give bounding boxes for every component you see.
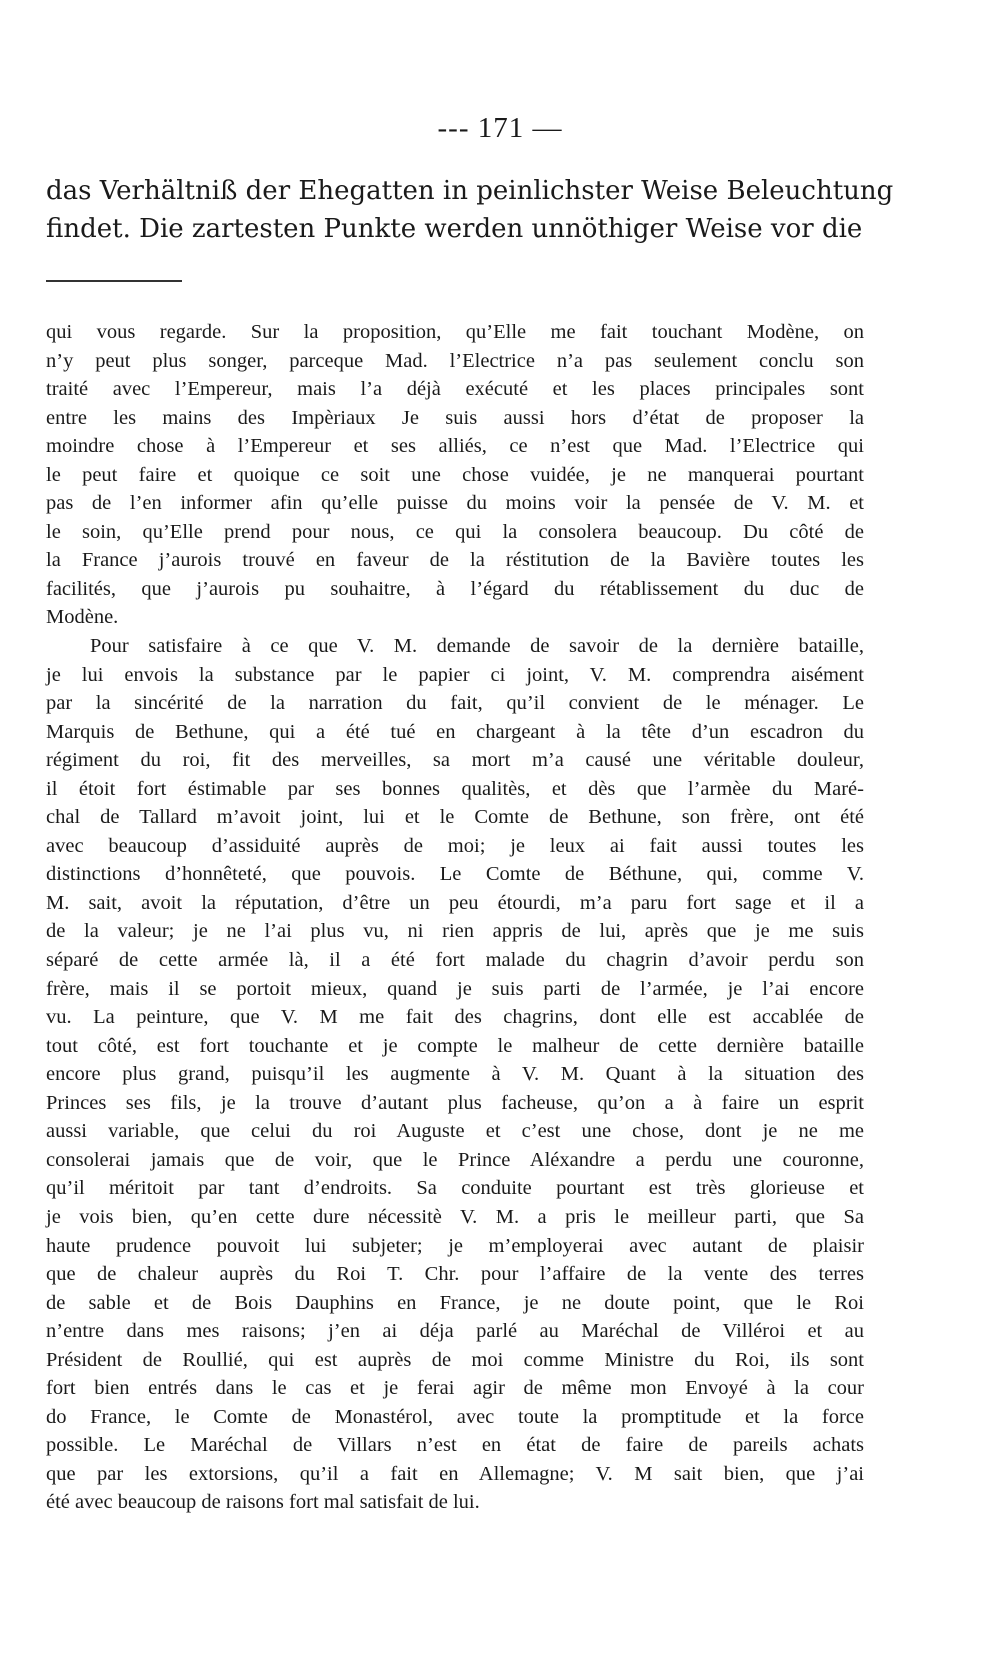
text-line: chal de Tallard m’avoit joint, lui et le Comte de Bethune, son frère, ont été	[46, 806, 864, 829]
footnote-separator-rule	[46, 280, 182, 282]
text-line: que par les extorsions, qu’il a fait en Allemagne; V. M sait bien, que j’ai	[46, 1462, 864, 1485]
page-number: --- 171 —	[437, 112, 563, 144]
text-line: séparé de cette armée là, il a été fort malade du chagrin d’avoir perdu son	[46, 949, 864, 972]
paragraph-end-line: Modène.	[46, 606, 119, 629]
german-text-block	[46, 172, 894, 248]
text-line: moindre chose à l’Empereur et ses alliés, ce n’est que Mad. l’Electrice qui	[46, 435, 864, 458]
text-line: tout côté, est fort touchante et je compte le malheur de cette dernière bataille	[46, 1034, 864, 1057]
text-line: aussi variable, que celui du roi Auguste et c’est une chose, dont je ne me	[46, 1120, 864, 1143]
text-line: avec beaucoup d’assiduité auprès de moi; je leux ai fait aussi toutes les	[46, 834, 864, 857]
text-line: do France, le Comte de Monastérol, avec toute la promptitude et la force	[46, 1405, 864, 1428]
text-line: facilités, que j’aurois pu souhaitre, à l’égard du rétablissement du duc de	[46, 577, 864, 600]
text-line: par la sincérité de la narration du fait, qu’il convient de le ménager. Le	[46, 692, 864, 715]
text-line: de sable et de Bois Dauphins en France, je ne doute point, que le Roi	[46, 1291, 864, 1314]
text-line: encore plus grand, puisqu’il les augmente à V. M. Quant à la situation des	[46, 1063, 864, 1086]
text-line: traité avec l’Empereur, mais l’a déjà exécuté et les places principales sont	[46, 378, 864, 401]
text-line: entre les mains des Impèriaux Je suis aussi hors d’état de proposer la	[46, 406, 864, 429]
text-line: Président de Roullié, qui est auprès de moi comme Ministre du Roi, ils sont	[46, 1348, 864, 1371]
text-line: la France j’aurois trouvé en faveur de la réstitution de la Bavière toutes les	[46, 549, 864, 572]
text-line: consolerai jamais que de voir, que le Prince Aléxandre a perdu une couronne,	[46, 1148, 864, 1171]
text-line: haute prudence pouvoit lui subjeter; je m’employerai avec autant de plaisir	[46, 1234, 864, 1257]
text-line: frère, mais il se portoit mieux, quand je suis parti de l’armée, je l’ai encore	[46, 977, 864, 1000]
text-line: pas de l’en informer afin qu’elle puisse du moins voir la pensée de V. M. et	[46, 492, 864, 515]
text-line: Princes ses fils, je la trouve d’autant plus facheuse, qu’on a à faire un esprit	[46, 1091, 864, 1114]
text-line: le soin, qu’Elle prend pour nous, ce qui la consolera beaucoup. Du côté de	[46, 520, 864, 543]
text-line: il étoit fort éstimable par ses bonnes qualitès, et dès que l’armèe du Maré-	[46, 777, 864, 800]
text-line: vu. La peinture, que V. M me fait des chagrins, dont elle est accablée de	[46, 1006, 864, 1029]
french-letter-text	[46, 318, 864, 1517]
text-line: qu’il méritoit par tant d’endroits. Sa conduite pourtant est très glorieuse et	[46, 1177, 864, 1200]
text-line: je vois bien, qu’en cette dure nécessitè V. M. a pris le meilleur parti, que Sa	[46, 1205, 864, 1228]
text-line: qui vous regarde. Sur la proposition, qu’Elle me fait touchant Modène, on	[46, 321, 864, 343]
paragraph-end-line: été avec beaucoup de raisons fort mal satisfait de lui.	[46, 1491, 480, 1514]
text-line: distinctions d’honnêteté, que pouvois. Le Comte de Béthune, qui, comme V.	[46, 863, 864, 886]
text-line: régiment du roi, fit des merveilles, sa mort m’a causé une véritable douleur,	[46, 749, 864, 772]
text-line: n’y peut plus songer, parceque Mad. l’Electrice n’a pas seulement conclu son	[46, 349, 864, 372]
text-line: M. sait, avoit la réputation, d’être un peu étourdi, m’a paru fort sage et il a	[46, 891, 864, 914]
text-line: de la valeur; je ne l’ai plus vu, ni rien appris de lui, après que je me suis	[46, 920, 864, 943]
text-line: fort bien entrés dans le cas et je ferai agir de même mon Envoyé à la cour	[46, 1377, 864, 1400]
text-line: possible. Le Maréchal de Villars n’est en état de faire de pareils achats	[46, 1434, 864, 1457]
text-line: le peut faire et quoique ce soit une chose vuidée, je ne manquerai pourtant	[46, 463, 864, 486]
paragraph-first-line: Pour satisfaire à ce que V. M. demande de savoir de la dernière bataille,	[90, 635, 864, 658]
text-line: que de chaleur auprès du Roi T. Chr. pour l’affaire de la vente des terres	[46, 1263, 864, 1286]
text-line: je lui envois la substance par le papier ci joint, V. M. comprendra aisément	[46, 663, 864, 686]
german-line: findet. Die zartesten Punkte werden unnöthiger Weise vor die	[46, 214, 863, 244]
german-line: das Verhältniß der Ehegatten in peinlichster Weise Beleuchtung	[46, 176, 894, 206]
text-line: n’entre dans mes raisons; j’en ai déja parlé au Maréchal de Villéroi et au	[46, 1320, 864, 1343]
text-line: Marquis de Bethune, qui a été tué en chargeant à la tête d’un escadron du	[46, 720, 864, 743]
